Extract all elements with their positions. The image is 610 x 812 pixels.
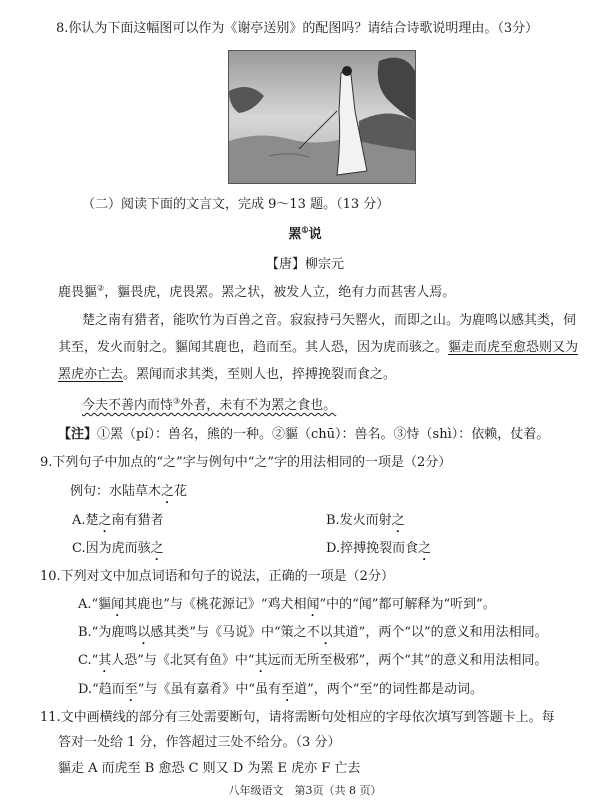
essay-author: 【唐】柳宗元 — [265, 257, 344, 272]
q9-d-pre: D.捽搏挽裂而食 — [326, 541, 419, 556]
q10-a-dot2: 闻 — [306, 597, 320, 612]
essay-paragraph-2-line-1: 楚之南有猎者，能吹竹为百兽之音。寂寂持弓矢罂火，而即之山。为鹿鸣以感其类，伺 — [82, 313, 577, 328]
q10-d-pre: D.“趋而 — [78, 682, 125, 697]
q10-a-mid: 其鹿也”与《桃花源记》“鸡犬相 — [124, 597, 307, 612]
q10-b-mid: 感其类”与《马说》中“策之不 — [150, 625, 320, 640]
p2-line3-rest: 。罴闻而求其类，至则人也，捽搏挽裂而食之。 — [123, 367, 397, 382]
p2-underlined-b: 罴虎亦亡去 — [58, 367, 124, 382]
q10-c-dot2: 其 — [254, 653, 268, 668]
question-8: 8.你认为下面这幅图可以作为《谢亭送别》的配图吗？请结合诗歌说明理由。（3分） — [56, 21, 539, 36]
q10-b-dot2: 以 — [319, 625, 333, 640]
q9-d-dot: 之 — [418, 541, 432, 556]
note-text: ①罴（pí）：兽名，熊的一种。②貙（chū）：兽名。③恃（shì）：依赖，仗着。 — [97, 427, 550, 442]
farewell-painting-icon — [229, 51, 415, 183]
q9-a-dot: 之 — [98, 513, 112, 528]
note-label: 【注】 — [58, 427, 98, 442]
p3-rest: 外者，未有不为罴之食也。 — [180, 398, 337, 413]
p3-sup: ③ — [173, 396, 181, 406]
question-9: 9.下列句子中加点的“之”字与例句中“之”字的用法相同的一项是（2分） — [40, 455, 452, 470]
q9-example-prefix: 例句：水陆草木 — [70, 484, 162, 499]
q9-a-post: 南有猎者 — [111, 513, 164, 528]
q9-example-dot: 之 — [161, 484, 175, 499]
q10-option-a[interactable] — [78, 596, 496, 620]
q10-a-pre: A.“貙 — [78, 597, 112, 612]
q10-d-post: 道”，两个“至”的词性都是动词。 — [294, 682, 484, 697]
essay-paragraph-2-line-3 — [58, 366, 396, 384]
q9-option-c[interactable] — [72, 540, 164, 564]
q9-option-d[interactable] — [326, 540, 431, 564]
q10-b-post: 其道”，两个“以”的意义和用法相同。 — [332, 625, 548, 640]
q10-c-mid: 人恐”与《北冥有鱼》中“ — [111, 653, 255, 668]
q10-d-dot2: 至 — [281, 682, 295, 697]
essay-paragraph-3 — [82, 397, 336, 415]
p1-rest: ，貙畏虎，虎畏罴。罴之状，被发人立，绝有力而甚害人焉。 — [104, 285, 456, 300]
essay-notes — [58, 426, 549, 444]
q9-option-a[interactable] — [72, 512, 164, 536]
q10-d-mid: ”与《虽有嘉肴》中“虽有 — [137, 682, 282, 697]
p2-underlined-a: 貙走而虎至愈恐则又为 — [448, 340, 579, 355]
q9-a-pre: A.楚 — [72, 513, 99, 528]
q10-b-dot: 以 — [137, 625, 151, 640]
page-footer: 八年级语文 第3页（共 8 页） — [228, 784, 382, 797]
q10-option-d[interactable] — [78, 681, 483, 705]
q9-example — [70, 483, 187, 507]
essay-title — [0, 226, 610, 244]
p1-sup: ② — [97, 283, 105, 293]
q10-c-post: 远而无所至极邪”，两个“其”的意义和用法相同。 — [267, 653, 548, 668]
q9-example-suffix: 花 — [174, 484, 188, 499]
essay-paragraph-2-line-2 — [58, 339, 578, 357]
essay-title-suffix: 说 — [308, 227, 322, 242]
q11-answer-template: 貙走 A 而虎至 B 愈恐 C 则又 D 为罴 E 虎亦 F 亡去 — [58, 761, 361, 776]
p3-start: 今夫不善内而恃 — [82, 398, 174, 413]
q10-option-c[interactable] — [78, 652, 548, 676]
q10-a-post: ”中的“闻”都可解释为“听到”。 — [319, 597, 496, 612]
q9-c-pre: C.因为虎而骇 — [72, 541, 151, 556]
q9-b-pre: B.发火而射 — [326, 513, 392, 528]
question-11-line-1: 11.文中画横线的部分有三处需要断句，请将需断句处相应的字母依次填写到答题卡上。每 — [40, 710, 555, 725]
q10-d-dot: 至 — [124, 682, 138, 697]
p3-wavy — [82, 398, 336, 413]
painting-image — [228, 50, 416, 184]
q10-c-dot: 其 — [98, 653, 112, 668]
q9-b-dot: 之 — [391, 513, 405, 528]
q10-c-pre: C.“ — [78, 653, 99, 668]
section-2-heading: （二）阅读下面的文言文，完成 9～13 题。（13 分） — [82, 197, 390, 212]
essay-paragraph-1 — [58, 284, 455, 302]
q9-c-dot: 之 — [150, 541, 164, 556]
question-11-line-2: 答对一处给 1 分，作答超过三处不给分。（3 分） — [58, 735, 341, 750]
p2-line2-start: 其至，发火而射之。貙闻其鹿也，趋而至。其人恐，因为虎而骇之。 — [58, 340, 449, 355]
essay-title-text: 罴 — [288, 227, 302, 242]
q10-b-pre: B.“为鹿鸣 — [78, 625, 138, 640]
q10-a-dot: 闻 — [111, 597, 125, 612]
p1-start: 鹿畏貙 — [58, 285, 98, 300]
essay-title-sup: ① — [301, 224, 309, 235]
question-10: 10.下列对文中加点词语和句子的说法，正确的一项是（2分） — [40, 569, 394, 584]
q10-option-b[interactable] — [78, 624, 548, 648]
q9-option-b[interactable] — [326, 512, 405, 536]
